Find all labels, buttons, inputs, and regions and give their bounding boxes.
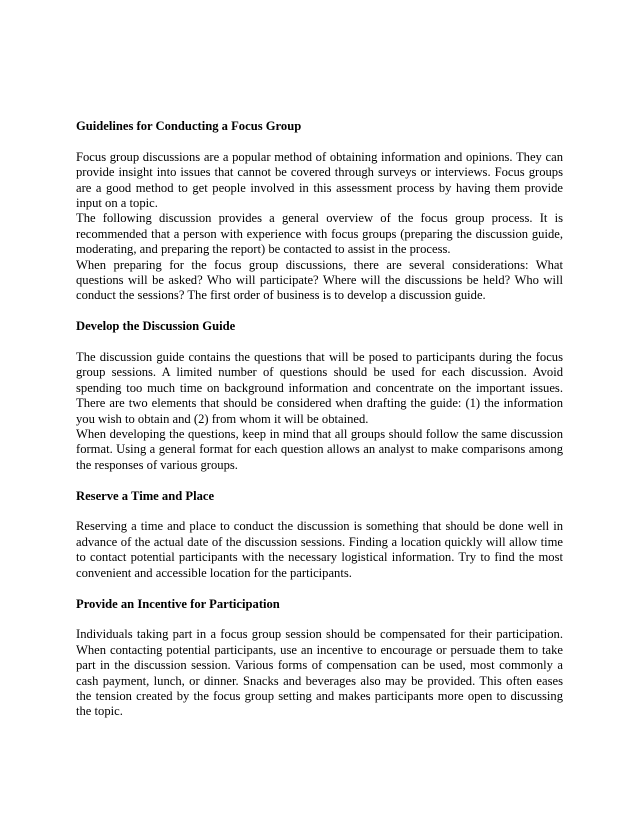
section-time-and-place xyxy=(76,519,563,581)
discussion-guide-paragraph-2: When developing the questions, keep in mind that all groups should follow the same discussion format. Using a general format for each question allows an analyst to make comparisons among the responses of various groups. xyxy=(76,427,563,472)
intro-paragraph-1: Focus group discussions are a popular method of obtaining information and opinions. They can provide insight into issues that cannot be covered through surveys or interviews. Focus groups are a good method to get people involved in this assessment process by having them provide input on a topic. xyxy=(76,149,563,211)
intro-section xyxy=(76,150,563,304)
section-heading-discussion-guide: Develop the Discussion Guide xyxy=(76,319,236,334)
section-incentive xyxy=(76,627,563,719)
intro-paragraph-2: The following discussion provides a general overview of the focus group process. It is recommended that a person with experience with focus groups (preparing the discussion guide, moderating, and preparing the report) be contacted to assist in the process. xyxy=(76,211,563,257)
section-discussion-guide xyxy=(76,350,563,473)
incentive-paragraph-1: Individuals taking part in a focus group session should be compensated for their participation. When contacting potential participants, use an incentive to encourage or persuade them to take part in the discussion session. Various forms of compensation can be used, most commonly a cash payment, lunch, or dinner. Snacks and beverages also may be provided. This often eases the tension created by the focus group setting and makes participants more open to discussing the topic. xyxy=(76,627,563,719)
section-heading-incentive: Provide an Incentive for Participation xyxy=(76,596,280,611)
document-page xyxy=(76,119,563,720)
intro-paragraph-3: When preparing for the focus group discussions, there are several considerations: What questions will be asked? Who will participate? Where will the discussions be held? Who will conduct the sessions? The first order of business is to develop a discussion guide. xyxy=(76,257,563,303)
time-and-place-paragraph-1: Reserving a time and place to conduct the discussion is something that should be done well in advance of the actual date of the discussion sessions. Finding a location quickly will allow time to contact potential participants with the necessary logistical information. Try to find the most convenient and accessible location for the participants. xyxy=(76,519,563,580)
document-title: Guidelines for Conducting a Focus Group xyxy=(76,119,302,133)
discussion-guide-paragraph-1: The discussion guide contains the questions that will be posed to participants during the focus group sessions. A limited number of questions should be used for each discussion. Avoid spending too much time on background information and concentrate on the important issues. There are two elements that should be considered when drafting the guide: (1) the information you wish to obtain and (2) from whom it will be obtained. xyxy=(76,350,563,426)
section-heading-time-and-place: Reserve a Time and Place xyxy=(76,488,215,503)
